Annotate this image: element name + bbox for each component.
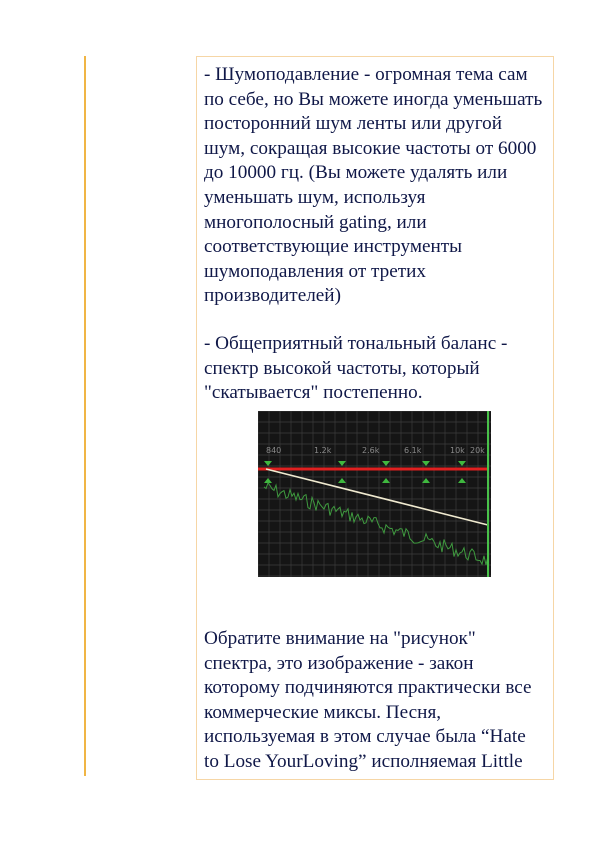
paragraph-spectrum-note: Обратите внимание на "рисунок" спектра, это изображение - закон которому подчиняются практически все коммерческие миксы. Песня, используемая в этом случае была “Hate to Lose YourLoving” исполняемая Little	[204, 628, 532, 772]
frequency-label: 6.1k	[404, 446, 422, 455]
frequency-label: 10k	[450, 446, 465, 455]
spectrum-analyzer-image	[258, 411, 491, 577]
paragraph-tonal-balance: - Общеприятный тональный баланс - спектр высокой частоты, который "скатывается" постепенно.	[204, 333, 508, 404]
frequency-label: 1.2k	[314, 446, 332, 455]
frequency-label: 840	[266, 446, 282, 455]
paragraph-noise-reduction: - Шумоподавление - огромная тема сам по себе, но Вы можете иногда уменьшать посторонний шум ленты или другой шум, сокращая высокие частоты от 6000 до 10000 гц. (Вы можете удалять или уменьшать шум, используя многополосный gating, или соответствующие инструменты шумоподавления от третих производителей)	[204, 64, 543, 307]
frequency-label: 2.6k	[362, 446, 380, 455]
frequency-label: 20k	[470, 446, 485, 455]
left-margin-rule	[84, 56, 86, 776]
